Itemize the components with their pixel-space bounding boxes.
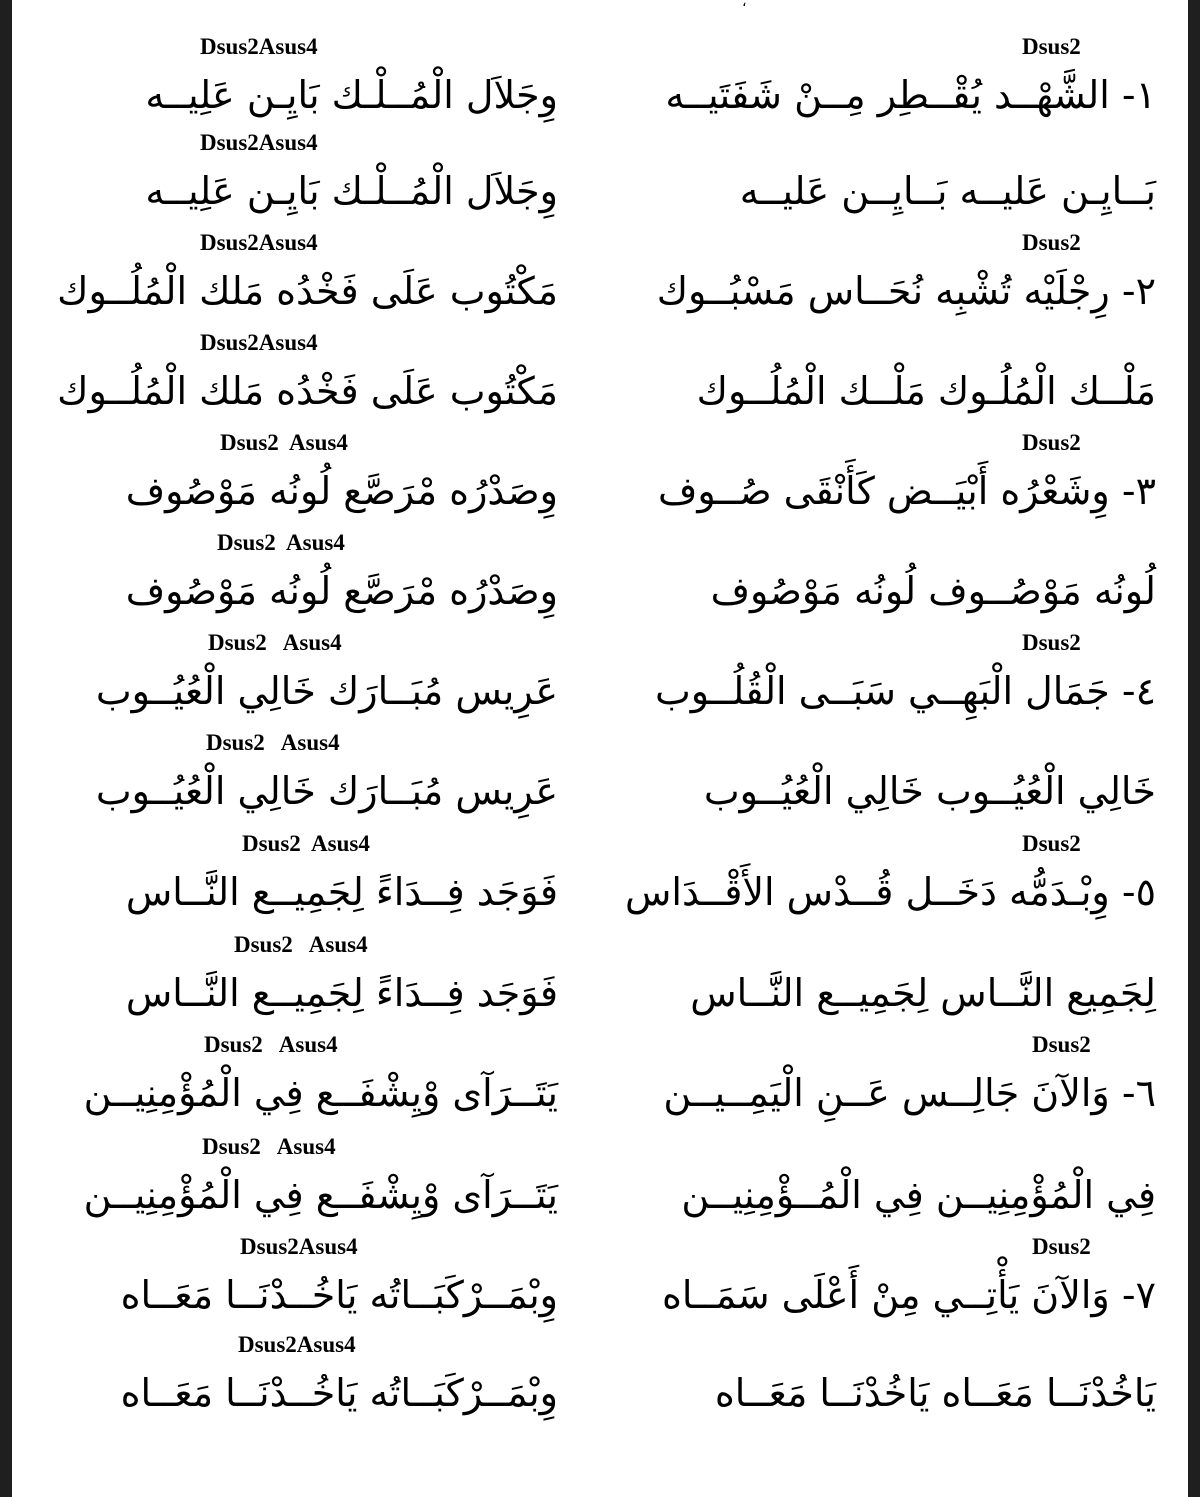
- line-11-verse-6: [12, 1032, 1188, 1132]
- chord-right: Dsus2: [1032, 1032, 1091, 1057]
- lyric-left: وِصَدْرُه مْرَصَّع لُونُه مَوْصُوف: [125, 469, 558, 513]
- lyric-left: وِبْمَــرْكَبَــاتُه يَاخُــدْنَــا مَعَــاه: [120, 1371, 558, 1415]
- chord-left: Dsus2Asus4: [240, 1234, 358, 1259]
- lyrics-page: [12, 0, 1188, 1497]
- chord-left: Dsus2 Asus4: [202, 1134, 336, 1159]
- lyric-right: ٥- وِبْـدَمُّه دَخَــل قُــدْس الأَقْــدَاس: [625, 870, 1156, 914]
- lyric-right: بَــايِـن عَليــه بَــايِــن عَليــه: [739, 169, 1156, 213]
- line-2-verse-1: [12, 130, 1188, 230]
- lyric-right: لِجَمِيع النَّــاس لِجَمِيــع النَّــاس: [690, 971, 1156, 1015]
- lyric-left: وِبْمَــرْكَبَــاتُه يَاخُــدْنَــا مَعَــاه: [120, 1273, 558, 1317]
- lyric-left: يَتَــرَآى وْيِشْفَــع فِي الْمُؤْمِنِيــن: [83, 1173, 558, 1217]
- lyric-left: فَوَجَد فِــدَاءً لِجَمِيــع النَّــاس: [125, 870, 558, 914]
- lyric-left: وِصَدْرُه مْرَصَّع لُونُه مَوْصُوف: [125, 569, 558, 613]
- lyric-right: ١- الشَّهْــد يُقْــطِر مِــنْ شَفَتَيــه: [665, 73, 1156, 117]
- lyric-left: وِجَلاَل الْمُــلْـك بَايِـن عَلِيــه: [145, 169, 558, 213]
- chord-left: Dsus2Asus4: [238, 1332, 356, 1357]
- chord-left: Dsus2 Asus4: [204, 1032, 338, 1057]
- line-6-verse-3: [12, 530, 1188, 630]
- lyric-right: لُونُه مَوْصُــوف لُونُه مَوْصُوف: [710, 569, 1156, 613]
- chord-left: Dsus2 Asus4: [217, 530, 345, 555]
- line-1-verse-1: [12, 34, 1188, 134]
- line-8-verse-4: [12, 730, 1188, 830]
- top-mark: ،: [742, 0, 747, 10]
- line-3-verse-2: [12, 230, 1188, 330]
- chord-left: Dsus2 Asus4: [242, 831, 370, 856]
- chord-left: Dsus2 Asus4: [234, 932, 368, 957]
- lyric-left: يَتَــرَآى وْيِشْفَــع فِي الْمُؤْمِنِيــن: [83, 1071, 558, 1115]
- lyric-right: فِي الْمُؤْمِنِيــن فِي الْمُــؤْمِنِيــن: [681, 1173, 1156, 1217]
- lyric-right: ٦- وَالآنَ جَالِــس عَــنِ الْيَمِــيــن: [663, 1071, 1156, 1115]
- lyric-right: ٢- رِجْلَيْه تُشْبِه نُحَــاس مَسْبُــوك: [656, 269, 1156, 313]
- chord-left: Dsus2 Asus4: [208, 630, 342, 655]
- line-12-verse-6: [12, 1134, 1188, 1234]
- chord-right: Dsus2: [1022, 34, 1081, 59]
- line-7-verse-4: [12, 630, 1188, 730]
- line-10-verse-5: [12, 932, 1188, 1032]
- chord-right: Dsus2: [1022, 430, 1081, 455]
- chord-right: Dsus2: [1032, 1234, 1091, 1259]
- lyric-left: عَرِيس مُبَــارَك خَالِي الْعُيُــوب: [95, 669, 558, 713]
- line-14-verse-7: [12, 1332, 1188, 1432]
- lyric-right: ٣- وِشَعْرُه أَبْيَــض كَأَنْقَى صُــوف: [658, 469, 1156, 513]
- chord-left: Dsus2Asus4: [200, 330, 318, 355]
- lyric-right: يَاخُدْنَــا مَعَــاه يَاخُدْنَــا مَعَــاه: [714, 1371, 1156, 1415]
- lyric-right: خَالِي الْعُيُــوب خَالِي الْعُيُــوب: [703, 769, 1156, 813]
- chord-right: Dsus2: [1022, 230, 1081, 255]
- lyric-left: عَرِيس مُبَــارَك خَالِي الْعُيُــوب: [95, 769, 558, 813]
- chord-left: Dsus2Asus4: [200, 34, 318, 59]
- lyric-left: فَوَجَد فِــدَاءً لِجَمِيــع النَّــاس: [125, 971, 558, 1015]
- chord-left: Dsus2 Asus4: [220, 430, 348, 455]
- lyric-right: ٤- جَمَال الْبَهِــي سَبَــى الْقُلُــوب: [654, 669, 1156, 713]
- lyric-left: وِجَلاَل الْمُــلْـك بَايِـن عَلِيــه: [145, 73, 558, 117]
- lyric-left: مَكْتُوب عَلَى فَخْدُه مَلك الْمُلُــوك: [57, 369, 558, 413]
- lyric-right: ٧- وَالآنَ يَأْتِــي مِنْ أَعْلَى سَمَــاه: [661, 1273, 1156, 1317]
- line-13-verse-7: [12, 1234, 1188, 1334]
- chord-right: Dsus2: [1022, 831, 1081, 856]
- line-5-verse-3: [12, 430, 1188, 530]
- lyric-left: مَكْتُوب عَلَى فَخْدُه مَلك الْمُلُــوك: [57, 269, 558, 313]
- chord-left: Dsus2Asus4: [200, 230, 318, 255]
- chord-right: Dsus2: [1022, 630, 1081, 655]
- chord-left: Dsus2Asus4: [200, 130, 318, 155]
- lyric-right: مَلْــك الْمُلُـوك مَلْــك الْمُلُــوك: [696, 369, 1156, 413]
- line-4-verse-2: [12, 330, 1188, 430]
- chord-left: Dsus2 Asus4: [206, 730, 340, 755]
- line-9-verse-5: [12, 831, 1188, 931]
